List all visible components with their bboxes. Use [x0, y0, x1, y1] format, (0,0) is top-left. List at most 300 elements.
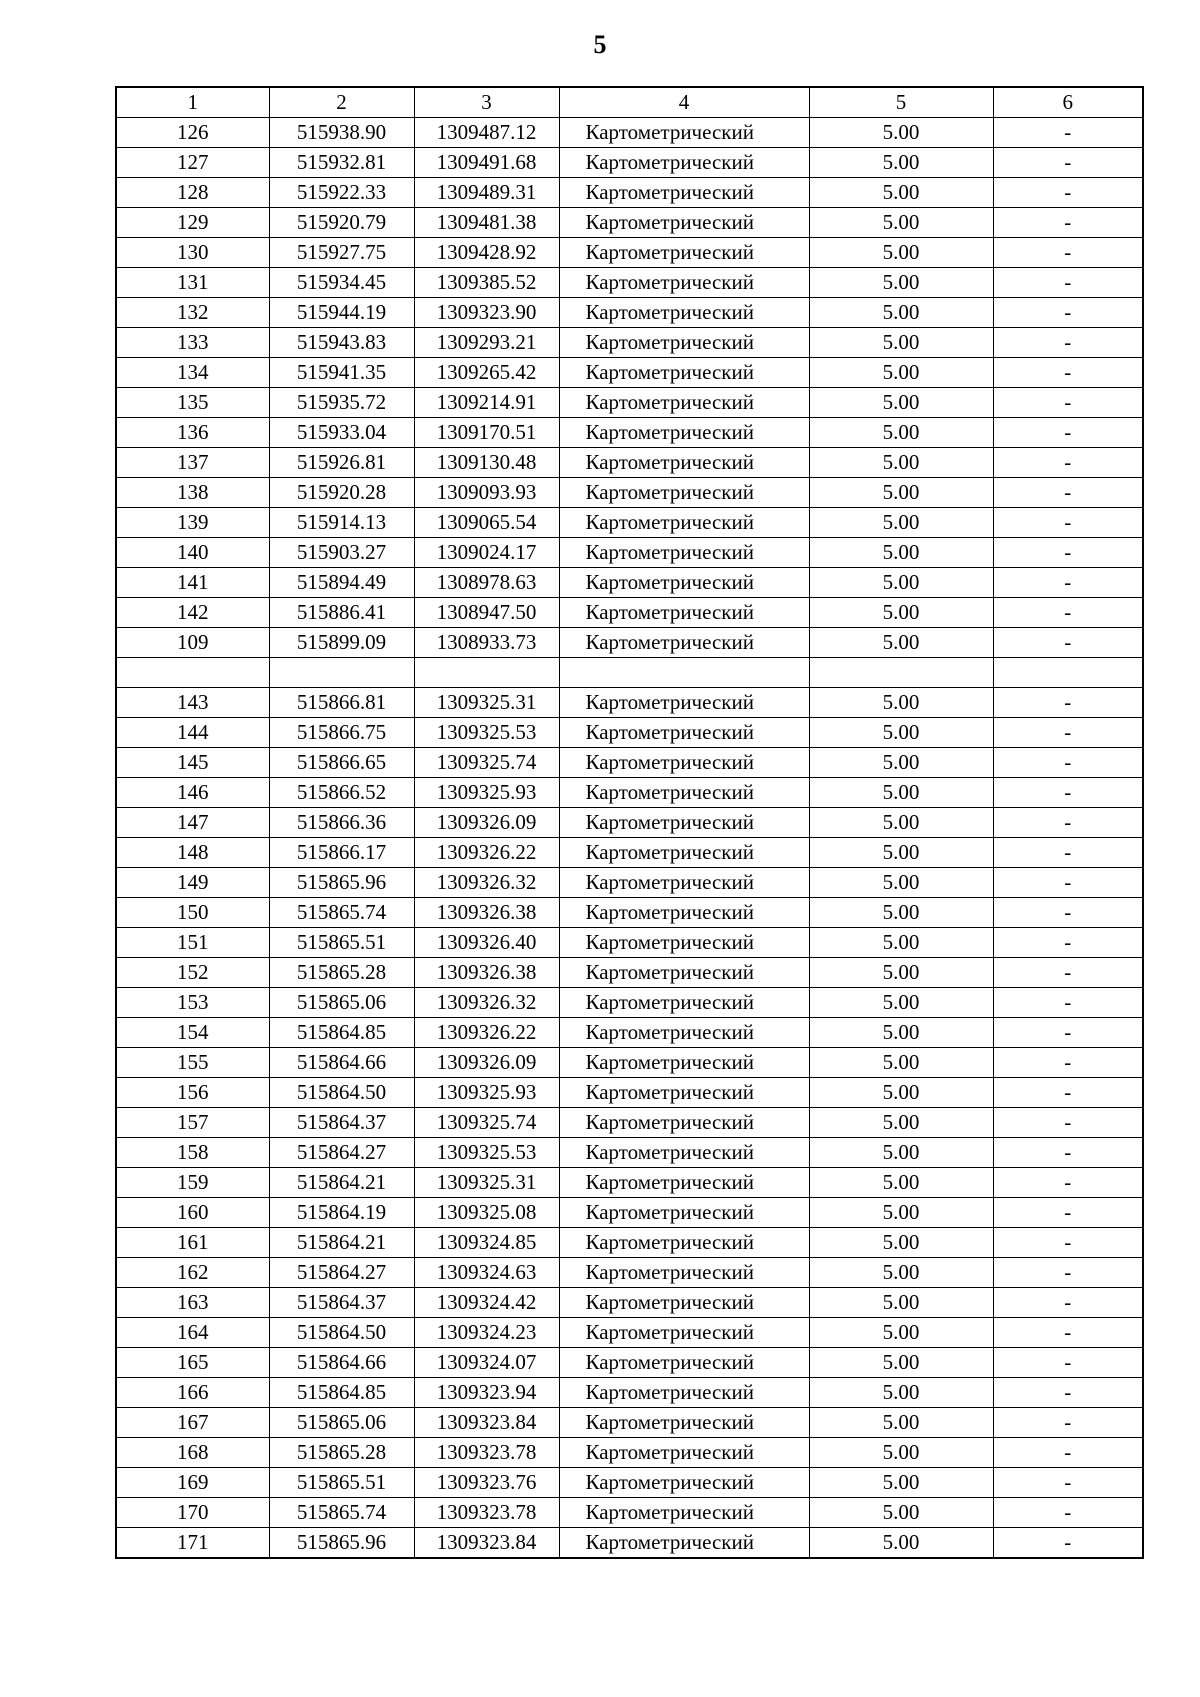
method-cell: Картометрический — [559, 298, 809, 328]
table-row — [116, 118, 1143, 148]
accuracy-cell: 5.00 — [809, 1138, 993, 1168]
point-number-cell: 157 — [116, 1108, 269, 1138]
table-row — [116, 448, 1143, 478]
accuracy-cell: 5.00 — [809, 988, 993, 1018]
point-number-cell: 142 — [116, 598, 269, 628]
point-number-cell: 146 — [116, 778, 269, 808]
point-number-cell: 130 — [116, 238, 269, 268]
x-coordinate-cell: 515941.35 — [269, 358, 414, 388]
note-cell: - — [993, 208, 1143, 238]
accuracy-cell: 5.00 — [809, 628, 993, 658]
table-row — [116, 658, 1143, 688]
accuracy-cell: 5.00 — [809, 1288, 993, 1318]
table-row — [116, 1378, 1143, 1408]
y-coordinate-cell: 1309326.09 — [414, 1048, 559, 1078]
note-cell: - — [993, 328, 1143, 358]
point-number-cell: 143 — [116, 688, 269, 718]
point-number-cell: 140 — [116, 538, 269, 568]
x-coordinate-cell: 515864.50 — [269, 1318, 414, 1348]
point-number-cell: 134 — [116, 358, 269, 388]
accuracy-cell: 5.00 — [809, 1078, 993, 1108]
table-row — [116, 1498, 1143, 1528]
x-coordinate-cell: 515864.85 — [269, 1378, 414, 1408]
y-coordinate-cell: 1309326.38 — [414, 958, 559, 988]
y-coordinate-cell: 1309481.38 — [414, 208, 559, 238]
x-coordinate-cell: 515920.28 — [269, 478, 414, 508]
x-coordinate-cell: 515864.37 — [269, 1108, 414, 1138]
page-number: 5 — [593, 30, 607, 59]
y-coordinate-cell: 1309325.08 — [414, 1198, 559, 1228]
table-row — [116, 598, 1143, 628]
accuracy-cell: 5.00 — [809, 508, 993, 538]
y-coordinate-cell: 1309326.40 — [414, 928, 559, 958]
point-number-cell: 161 — [116, 1228, 269, 1258]
point-number-cell: 149 — [116, 868, 269, 898]
table-row — [116, 928, 1143, 958]
method-cell: Картометрический — [559, 688, 809, 718]
method-cell: Картометрический — [559, 928, 809, 958]
note-cell: - — [993, 118, 1143, 148]
note-cell: - — [993, 1108, 1143, 1138]
point-number-cell: 162 — [116, 1258, 269, 1288]
accuracy-cell: 5.00 — [809, 178, 993, 208]
header-cell: 4 — [559, 87, 809, 118]
point-number-cell: 171 — [116, 1528, 269, 1559]
x-coordinate-cell: 515934.45 — [269, 268, 414, 298]
x-coordinate-cell: 515865.74 — [269, 898, 414, 928]
table-row — [116, 778, 1143, 808]
note-cell: - — [993, 268, 1143, 298]
note-cell: - — [993, 898, 1143, 928]
note-cell: - — [993, 628, 1143, 658]
point-number-cell: 163 — [116, 1288, 269, 1318]
accuracy-cell: 5.00 — [809, 1528, 993, 1559]
note-cell: - — [993, 1498, 1143, 1528]
y-coordinate-cell: 1309323.78 — [414, 1498, 559, 1528]
table-row — [116, 208, 1143, 238]
point-number-cell: 170 — [116, 1498, 269, 1528]
method-cell: Картометрический — [559, 838, 809, 868]
y-coordinate-cell: 1309326.32 — [414, 988, 559, 1018]
note-cell: - — [993, 1288, 1143, 1318]
table-row — [116, 1138, 1143, 1168]
y-coordinate-cell: 1309324.85 — [414, 1228, 559, 1258]
note-cell: - — [993, 358, 1143, 388]
x-coordinate-cell: 515865.51 — [269, 928, 414, 958]
x-coordinate-cell: 515866.81 — [269, 688, 414, 718]
table-row — [116, 868, 1143, 898]
table-row — [116, 148, 1143, 178]
point-number-cell: 155 — [116, 1048, 269, 1078]
table-row — [116, 1048, 1143, 1078]
y-coordinate-cell: 1309325.93 — [414, 1078, 559, 1108]
note-cell: - — [993, 508, 1143, 538]
table-row — [116, 388, 1143, 418]
table-row — [116, 1528, 1143, 1559]
header-cell: 2 — [269, 87, 414, 118]
table-row — [116, 268, 1143, 298]
x-coordinate-cell: 515894.49 — [269, 568, 414, 598]
y-coordinate-cell: 1308933.73 — [414, 628, 559, 658]
point-number-cell: 152 — [116, 958, 269, 988]
point-number-cell: 138 — [116, 478, 269, 508]
method-cell: Картометрический — [559, 1138, 809, 1168]
method-cell: Картометрический — [559, 388, 809, 418]
point-number-cell: 151 — [116, 928, 269, 958]
y-coordinate-cell: 1309325.74 — [414, 748, 559, 778]
method-cell: Картометрический — [559, 1168, 809, 1198]
note-cell: - — [993, 688, 1143, 718]
point-number-cell: 158 — [116, 1138, 269, 1168]
y-coordinate-cell: 1309487.12 — [414, 118, 559, 148]
table-row — [116, 1198, 1143, 1228]
y-coordinate-cell: 1309326.32 — [414, 868, 559, 898]
note-cell: - — [993, 808, 1143, 838]
accuracy-cell: 5.00 — [809, 808, 993, 838]
x-coordinate-cell — [269, 658, 414, 688]
y-coordinate-cell: 1309325.31 — [414, 688, 559, 718]
method-cell: Картометрический — [559, 508, 809, 538]
note-cell: - — [993, 538, 1143, 568]
note-cell: - — [993, 928, 1143, 958]
method-cell: Картометрический — [559, 1378, 809, 1408]
y-coordinate-cell: 1309326.22 — [414, 838, 559, 868]
method-cell: Картометрический — [559, 868, 809, 898]
point-number-cell: 109 — [116, 628, 269, 658]
method-cell: Картометрический — [559, 718, 809, 748]
note-cell — [993, 658, 1143, 688]
table-row — [116, 1408, 1143, 1438]
accuracy-cell: 5.00 — [809, 238, 993, 268]
point-number-cell: 167 — [116, 1408, 269, 1438]
note-cell: - — [993, 388, 1143, 418]
table-row — [116, 1018, 1143, 1048]
y-coordinate-cell: 1309323.78 — [414, 1438, 559, 1468]
x-coordinate-cell: 515865.06 — [269, 988, 414, 1018]
y-coordinate-cell: 1309130.48 — [414, 448, 559, 478]
y-coordinate-cell — [414, 658, 559, 688]
note-cell: - — [993, 1438, 1143, 1468]
accuracy-cell: 5.00 — [809, 598, 993, 628]
x-coordinate-cell: 515938.90 — [269, 118, 414, 148]
note-cell: - — [993, 958, 1143, 988]
method-cell: Картометрический — [559, 148, 809, 178]
table-row — [116, 1108, 1143, 1138]
x-coordinate-cell: 515927.75 — [269, 238, 414, 268]
table-row — [116, 748, 1143, 778]
table-row — [116, 1258, 1143, 1288]
accuracy-cell: 5.00 — [809, 328, 993, 358]
point-number-cell: 136 — [116, 418, 269, 448]
x-coordinate-cell: 515864.66 — [269, 1048, 414, 1078]
note-cell: - — [993, 418, 1143, 448]
note-cell: - — [993, 1468, 1143, 1498]
point-number-cell — [116, 658, 269, 688]
x-coordinate-cell: 515866.36 — [269, 808, 414, 838]
point-number-cell: 141 — [116, 568, 269, 598]
note-cell: - — [993, 568, 1143, 598]
y-coordinate-cell: 1309326.22 — [414, 1018, 559, 1048]
x-coordinate-cell: 515943.83 — [269, 328, 414, 358]
y-coordinate-cell: 1309214.91 — [414, 388, 559, 418]
accuracy-cell: 5.00 — [809, 718, 993, 748]
method-cell: Картометрический — [559, 958, 809, 988]
x-coordinate-cell: 515864.21 — [269, 1168, 414, 1198]
table-row — [116, 418, 1143, 448]
header-cell: 6 — [993, 87, 1143, 118]
point-number-cell: 150 — [116, 898, 269, 928]
accuracy-cell — [809, 658, 993, 688]
method-cell: Картометрический — [559, 598, 809, 628]
y-coordinate-cell: 1309325.53 — [414, 718, 559, 748]
point-number-cell: 132 — [116, 298, 269, 328]
note-cell: - — [993, 1258, 1143, 1288]
method-cell: Картометрический — [559, 1288, 809, 1318]
method-cell: Картометрический — [559, 1108, 809, 1138]
x-coordinate-cell: 515865.28 — [269, 1438, 414, 1468]
table-row — [116, 238, 1143, 268]
accuracy-cell: 5.00 — [809, 538, 993, 568]
point-number-cell: 166 — [116, 1378, 269, 1408]
y-coordinate-cell: 1309323.90 — [414, 298, 559, 328]
y-coordinate-cell: 1309293.21 — [414, 328, 559, 358]
accuracy-cell: 5.00 — [809, 1498, 993, 1528]
x-coordinate-cell: 515865.74 — [269, 1498, 414, 1528]
table-row — [116, 1168, 1143, 1198]
point-number-cell: 147 — [116, 808, 269, 838]
note-cell: - — [993, 1048, 1143, 1078]
table-row — [116, 958, 1143, 988]
x-coordinate-cell: 515864.27 — [269, 1138, 414, 1168]
accuracy-cell: 5.00 — [809, 268, 993, 298]
x-coordinate-cell: 515864.19 — [269, 1198, 414, 1228]
method-cell: Картометрический — [559, 748, 809, 778]
x-coordinate-cell: 515865.51 — [269, 1468, 414, 1498]
method-cell: Картометрический — [559, 328, 809, 358]
accuracy-cell: 5.00 — [809, 208, 993, 238]
x-coordinate-cell: 515865.96 — [269, 868, 414, 898]
x-coordinate-cell: 515865.28 — [269, 958, 414, 988]
point-number-cell: 164 — [116, 1318, 269, 1348]
table-row — [116, 1078, 1143, 1108]
note-cell: - — [993, 1348, 1143, 1378]
x-coordinate-cell: 515886.41 — [269, 598, 414, 628]
point-number-cell: 154 — [116, 1018, 269, 1048]
y-coordinate-cell: 1309323.76 — [414, 1468, 559, 1498]
y-coordinate-cell: 1309170.51 — [414, 418, 559, 448]
table-row — [116, 988, 1143, 1018]
table-row — [116, 1438, 1143, 1468]
note-cell: - — [993, 238, 1143, 268]
method-cell: Картометрический — [559, 1258, 809, 1288]
method-cell: Картометрический — [559, 1498, 809, 1528]
point-number-cell: 129 — [116, 208, 269, 238]
x-coordinate-cell: 515926.81 — [269, 448, 414, 478]
accuracy-cell: 5.00 — [809, 148, 993, 178]
note-cell: - — [993, 148, 1143, 178]
method-cell — [559, 658, 809, 688]
y-coordinate-cell: 1309324.07 — [414, 1348, 559, 1378]
method-cell: Картометрический — [559, 538, 809, 568]
y-coordinate-cell: 1309324.42 — [414, 1288, 559, 1318]
x-coordinate-cell: 515866.65 — [269, 748, 414, 778]
note-cell: - — [993, 748, 1143, 778]
point-number-cell: 168 — [116, 1438, 269, 1468]
note-cell: - — [993, 778, 1143, 808]
accuracy-cell: 5.00 — [809, 928, 993, 958]
y-coordinate-cell: 1309325.31 — [414, 1168, 559, 1198]
y-coordinate-cell: 1309323.84 — [414, 1528, 559, 1559]
note-cell: - — [993, 1318, 1143, 1348]
method-cell: Картометрический — [559, 1078, 809, 1108]
method-cell: Картометрический — [559, 268, 809, 298]
y-coordinate-cell: 1309385.52 — [414, 268, 559, 298]
table-row — [116, 358, 1143, 388]
method-cell: Картометрический — [559, 988, 809, 1018]
table-row — [116, 298, 1143, 328]
method-cell: Картометрический — [559, 478, 809, 508]
note-cell: - — [993, 1408, 1143, 1438]
header-cell: 1 — [116, 87, 269, 118]
point-number-cell: 139 — [116, 508, 269, 538]
note-cell: - — [993, 868, 1143, 898]
x-coordinate-cell: 515864.85 — [269, 1018, 414, 1048]
note-cell: - — [993, 1228, 1143, 1258]
method-cell: Картометрический — [559, 628, 809, 658]
table-row — [116, 1288, 1143, 1318]
point-number-cell: 169 — [116, 1468, 269, 1498]
method-cell: Картометрический — [559, 418, 809, 448]
accuracy-cell: 5.00 — [809, 448, 993, 478]
point-number-cell: 131 — [116, 268, 269, 298]
y-coordinate-cell: 1309326.09 — [414, 808, 559, 838]
accuracy-cell: 5.00 — [809, 388, 993, 418]
method-cell: Картометрический — [559, 1408, 809, 1438]
x-coordinate-cell: 515935.72 — [269, 388, 414, 418]
point-number-cell: 126 — [116, 118, 269, 148]
note-cell: - — [993, 1138, 1143, 1168]
note-cell: - — [993, 1168, 1143, 1198]
note-cell: - — [993, 1018, 1143, 1048]
point-number-cell: 156 — [116, 1078, 269, 1108]
note-cell: - — [993, 1528, 1143, 1559]
accuracy-cell: 5.00 — [809, 1408, 993, 1438]
y-coordinate-cell: 1309324.23 — [414, 1318, 559, 1348]
accuracy-cell: 5.00 — [809, 748, 993, 778]
header-cell: 3 — [414, 87, 559, 118]
accuracy-cell: 5.00 — [809, 298, 993, 328]
note-cell: - — [993, 1378, 1143, 1408]
y-coordinate-cell: 1309326.38 — [414, 898, 559, 928]
x-coordinate-cell: 515932.81 — [269, 148, 414, 178]
method-cell: Картометрический — [559, 238, 809, 268]
note-cell: - — [993, 478, 1143, 508]
y-coordinate-cell: 1308947.50 — [414, 598, 559, 628]
method-cell: Картометрический — [559, 448, 809, 478]
table-row — [116, 718, 1143, 748]
note-cell: - — [993, 598, 1143, 628]
accuracy-cell: 5.00 — [809, 868, 993, 898]
y-coordinate-cell: 1309024.17 — [414, 538, 559, 568]
table-row — [116, 328, 1143, 358]
note-cell: - — [993, 718, 1143, 748]
point-number-cell: 133 — [116, 328, 269, 358]
x-coordinate-cell: 515920.79 — [269, 208, 414, 238]
y-coordinate-cell: 1309489.31 — [414, 178, 559, 208]
accuracy-cell: 5.00 — [809, 478, 993, 508]
y-coordinate-cell: 1309325.93 — [414, 778, 559, 808]
method-cell: Картометрический — [559, 208, 809, 238]
x-coordinate-cell: 515864.37 — [269, 1288, 414, 1318]
accuracy-cell: 5.00 — [809, 898, 993, 928]
x-coordinate-cell: 515914.13 — [269, 508, 414, 538]
x-coordinate-cell: 515866.17 — [269, 838, 414, 868]
accuracy-cell: 5.00 — [809, 358, 993, 388]
accuracy-cell: 5.00 — [809, 1258, 993, 1288]
accuracy-cell: 5.00 — [809, 1438, 993, 1468]
accuracy-cell: 5.00 — [809, 1228, 993, 1258]
method-cell: Картометрический — [559, 1018, 809, 1048]
table-row — [116, 1228, 1143, 1258]
table-row — [116, 1318, 1143, 1348]
x-coordinate-cell: 515899.09 — [269, 628, 414, 658]
point-number-cell: 165 — [116, 1348, 269, 1378]
table-row — [116, 178, 1143, 208]
y-coordinate-cell: 1309065.54 — [414, 508, 559, 538]
accuracy-cell: 5.00 — [809, 418, 993, 448]
point-number-cell: 128 — [116, 178, 269, 208]
method-cell: Картометрический — [559, 778, 809, 808]
table-row — [116, 568, 1143, 598]
x-coordinate-cell: 515866.75 — [269, 718, 414, 748]
y-coordinate-cell: 1309325.53 — [414, 1138, 559, 1168]
method-cell: Картометрический — [559, 358, 809, 388]
y-coordinate-cell: 1309325.74 — [414, 1108, 559, 1138]
note-cell: - — [993, 448, 1143, 478]
table-row — [116, 628, 1143, 658]
method-cell: Картометрический — [559, 898, 809, 928]
table-row — [116, 838, 1143, 868]
point-number-cell: 144 — [116, 718, 269, 748]
method-cell: Картометрический — [559, 1318, 809, 1348]
table-row — [116, 1348, 1143, 1378]
y-coordinate-cell: 1309093.93 — [414, 478, 559, 508]
table-row — [116, 898, 1143, 928]
table-body — [116, 118, 1143, 1559]
x-coordinate-cell: 515865.96 — [269, 1528, 414, 1559]
x-coordinate-cell: 515864.50 — [269, 1078, 414, 1108]
note-cell: - — [993, 298, 1143, 328]
accuracy-cell: 5.00 — [809, 1468, 993, 1498]
x-coordinate-cell: 515865.06 — [269, 1408, 414, 1438]
method-cell: Картометрический — [559, 808, 809, 838]
accuracy-cell: 5.00 — [809, 1168, 993, 1198]
method-cell: Картометрический — [559, 178, 809, 208]
y-coordinate-cell: 1309428.92 — [414, 238, 559, 268]
table-row — [116, 508, 1143, 538]
point-number-cell: 153 — [116, 988, 269, 1018]
accuracy-cell: 5.00 — [809, 1048, 993, 1078]
point-number-cell: 159 — [116, 1168, 269, 1198]
accuracy-cell: 5.00 — [809, 838, 993, 868]
accuracy-cell: 5.00 — [809, 1318, 993, 1348]
table-row — [116, 808, 1143, 838]
note-cell: - — [993, 1198, 1143, 1228]
point-number-cell: 135 — [116, 388, 269, 418]
accuracy-cell: 5.00 — [809, 118, 993, 148]
method-cell: Картометрический — [559, 1468, 809, 1498]
coordinates-table — [115, 86, 1144, 1559]
